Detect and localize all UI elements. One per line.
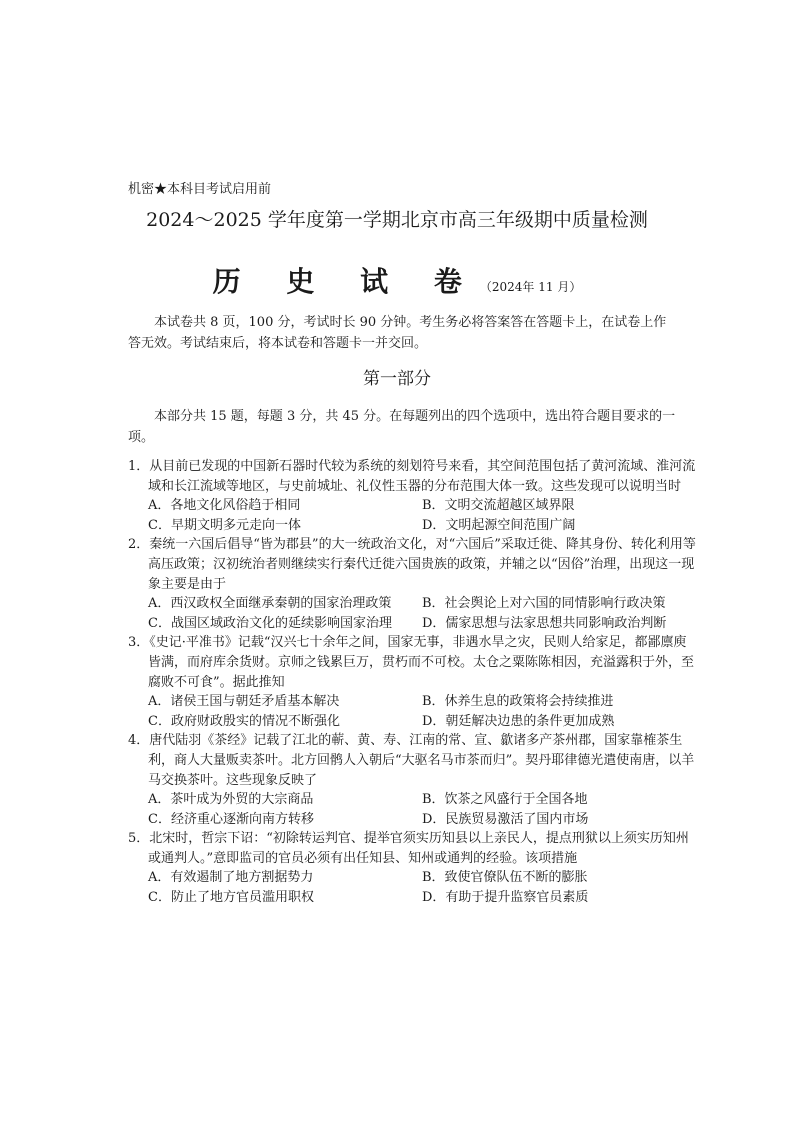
option-a: A．诸侯王国与朝廷矛盾基本解决 bbox=[148, 694, 340, 710]
option-b: B．文明交流超越区域界限 bbox=[422, 498, 575, 514]
question-list bbox=[128, 457, 696, 908]
exam-title: 2024～2025 学年度第一学期北京市高三年级期中质量检测 bbox=[146, 209, 648, 231]
option-a: A．西汉政权全面继承秦朝的国家治理政策 bbox=[148, 596, 392, 612]
question-2 bbox=[128, 535, 696, 633]
question-stem: 2．秦统一六国后倡导“皆为郡县”的大一统政治文化，对“六国后”采取迁徙、降其身份、转化利用等高压政策；汉初统治者则继续实行秦代迁徙六国贵族的政策，并辅之以“因俗”治理，出现这一现象主要是由于 bbox=[128, 537, 696, 592]
option-b: B．休养生息的政策将会持续推进 bbox=[422, 694, 614, 710]
option-d: D．朝廷解决边患的条件更加成熟 bbox=[422, 713, 615, 729]
option-d: D．民族贸易激活了国内市场 bbox=[422, 811, 589, 827]
question-5 bbox=[128, 829, 696, 907]
part-instructions: 本部分共 15 题，每题 3 分，共 45 分。在每题列出的四个选项中，选出符合题目要求的一项。 bbox=[128, 409, 676, 445]
option-a: A．有效遏制了地方割据势力 bbox=[148, 870, 314, 886]
confidential-notice: 机密★本科目考试启用前 bbox=[128, 182, 272, 197]
option-c: C．经济重心逐渐向南方转移 bbox=[148, 811, 314, 827]
question-stem: 1．从目前已发现的中国新石器时代较为系统的刻划符号来看，其空间范围包括了黄河流域、淮河流域和长江流域等地区，与史前城址、礼仪性玉器的分布范围大体一致。这些发现可以说明当时 bbox=[128, 459, 696, 494]
question-stem: 3．《史记·平准书》记载“汉兴七十余年之间，国家无事，非遇水旱之灾，民则人给家足，都鄙廪庾皆满，而府库余货财。京师之钱累巨万，贯朽而不可校。太仓之粟陈陈相因，充溢露积于外，至腐败不可食”。据此推知 bbox=[128, 635, 695, 690]
question-stem: 4．唐代陆羽《茶经》记载了江北的蕲、黄、寿、江南的常、宣、歙诸多产茶州郡，国家靠榷茶生利，商人大量贩卖茶叶。北方回鹘人入朝后“大驱名马市茶而归”。契丹耶律德光遣使南唐，以羊马交换茶叶。这些现象反映了 bbox=[128, 733, 695, 788]
exam-instructions: 本试卷共 8 页，100 分，考试时长 90 分钟。考生务必将答案答在答题卡上，在试卷上作答无效。考试结束后，将本试卷和答题卡一并交回。 bbox=[128, 315, 667, 351]
question-1 bbox=[128, 457, 696, 535]
question-3 bbox=[128, 633, 696, 731]
option-d: D．儒家思想与法家思想共同影响政治判断 bbox=[422, 615, 667, 631]
option-b: B．致使官僚队伍不断的膨胀 bbox=[422, 870, 588, 886]
option-group bbox=[128, 868, 696, 907]
option-b: B．社会舆论上对六国的同情影响行政决策 bbox=[422, 596, 666, 612]
option-group bbox=[128, 692, 696, 731]
option-c: C．防止了地方官员滥用职权 bbox=[148, 890, 314, 906]
option-a: A．茶叶成为外贸的大宗商品 bbox=[148, 792, 314, 808]
option-a: A．各地文化风俗趋于相同 bbox=[148, 498, 301, 514]
option-d: D．有助于提升监察官员素质 bbox=[422, 890, 589, 906]
part-title: 第一部分 bbox=[363, 369, 431, 389]
subject-title: 历 史 试 卷 bbox=[212, 265, 480, 298]
question-stem: 5．北宋时，哲宗下诏：“初除转运判官、提举官须实历知县以上亲民人，提点刑狱以上须实历知州或通判人。”意即监司的官员必须有出任知县、知州或通判的经验。该项措施 bbox=[128, 831, 689, 866]
option-group bbox=[128, 496, 696, 535]
option-c: C．政府财政殷实的情况不断强化 bbox=[148, 713, 340, 729]
option-c: C．战国区域政治文化的延续影响国家治理 bbox=[148, 615, 392, 631]
option-c: C．早期文明多元走向一体 bbox=[148, 517, 301, 533]
option-b: B．饮茶之风盛行于全国各地 bbox=[422, 792, 588, 808]
subject-line bbox=[0, 260, 794, 300]
exam-date: （2024年 11 月） bbox=[479, 280, 582, 294]
question-4 bbox=[128, 731, 696, 829]
option-d: D．文明起源空间范围广阔 bbox=[422, 517, 576, 533]
option-group bbox=[128, 790, 696, 829]
option-group bbox=[128, 594, 696, 633]
